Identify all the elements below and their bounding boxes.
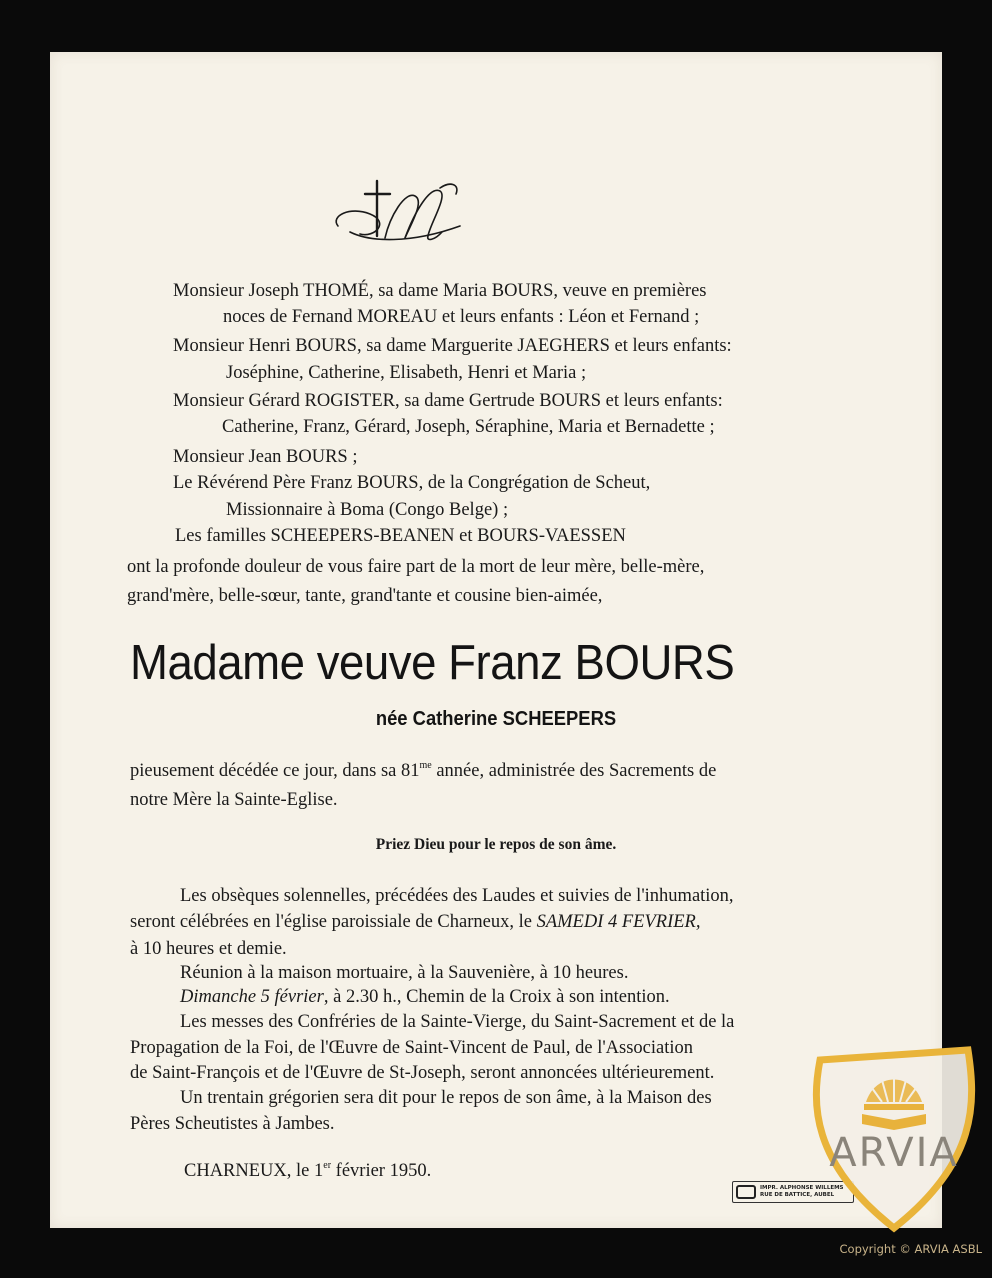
announcement-line-1: ont la profonde douleur de vous faire part de la mort de leur mère, belle-mère,: [127, 557, 705, 577]
family-line-6: Catherine, Franz, Gérard, Joseph, Séraphine, Maria et Bernadette ;: [222, 417, 715, 437]
announcement-line-2: grand'mère, belle-sœur, tante, grand'tante et cousine bien-aimée,: [127, 586, 603, 606]
trental-line-1: Un trentain grégorien sera dit pour le repos de son âme, à la Maison des: [180, 1088, 712, 1108]
masses-line-2: Propagation de la Foi, de l'Œuvre de Saint-Vincent de Paul, de l'Association: [130, 1038, 694, 1058]
family-line-10: Les familles SCHEEPERS-BEANEN et BOURS-VAESSEN: [175, 526, 626, 546]
masses-line-3: de Saint-François et de l'Œuvre de St-Joseph, seront annoncées ultérieurement.: [130, 1063, 715, 1083]
meeting-line: Réunion à la maison mortuaire, à la Sauvenière, à 10 heures.: [180, 963, 629, 983]
family-line-8: Le Révérend Père Franz BOURS, de la Congrégation de Scheut,: [173, 473, 651, 493]
maiden-name: née Catherine SCHEEPERS: [375, 708, 617, 730]
family-line-5: Monsieur Gérard ROGISTER, sa dame Gertrude BOURS et leurs enfants:: [173, 391, 723, 411]
masses-line-1: Les messes des Confréries de la Sainte-Vierge, du Saint-Sacrement et de la: [180, 1012, 735, 1032]
family-line-3: Monsieur Henri BOURS, sa dame Marguerite JAEGHERS et leurs enfants:: [173, 336, 732, 356]
death-notice-line-2: notre Mère la Sainte-Eglise.: [130, 790, 338, 810]
prayer-request: Priez Dieu pour le repos de son âme.: [375, 836, 617, 853]
family-line-2: noces de Fernand MOREAU et leurs enfants : Léon et Fernand ;: [223, 307, 700, 327]
copyright-notice: Copyright © ARVIA ASBL: [839, 1242, 982, 1256]
printer-name: IMPR. ALPHONSE WILLEMS: [760, 1185, 844, 1191]
funeral-line-2: seront célébrées en l'église paroissiale de Charneux, le SAMEDI 4 FEVRIER,: [130, 912, 701, 932]
family-line-7: Monsieur Jean BOURS ;: [173, 447, 358, 467]
place-date: CHARNEUX, le 1er février 1950.: [184, 1160, 432, 1181]
sunday-line: Dimanche 5 février, à 2.30 h., Chemin de la Croix à son intention.: [180, 987, 670, 1007]
trental-line-2: Pères Scheutistes à Jambes.: [130, 1114, 335, 1134]
family-line-4: Joséphine, Catherine, Elisabeth, Henri et Maria ;: [226, 363, 587, 383]
death-notice-line-1: pieusement décédée ce jour, dans sa $81^{me}$ année, administrée des Sacrements de: [130, 760, 717, 781]
printer-logo-icon: [736, 1185, 756, 1199]
deceased-name: Madame veuve Franz BOURS: [130, 636, 735, 690]
funeral-line-3: à 10 heures et demie.: [130, 939, 287, 959]
family-line-9: Missionnaire à Boma (Congo Belge) ;: [226, 500, 509, 520]
cross-monogram-icon: [330, 176, 470, 246]
printer-address: RUE DE BATTICE, AUBEL: [760, 1192, 835, 1198]
funeral-line-1: Les obsèques solennelles, précédées des Laudes et suivies de l'inhumation,: [180, 886, 734, 906]
badge-label: ARVIA: [829, 1130, 959, 1176]
family-line-1: Monsieur Joseph THOMÉ, sa dame Maria BOURS, veuve en premières: [173, 281, 707, 301]
